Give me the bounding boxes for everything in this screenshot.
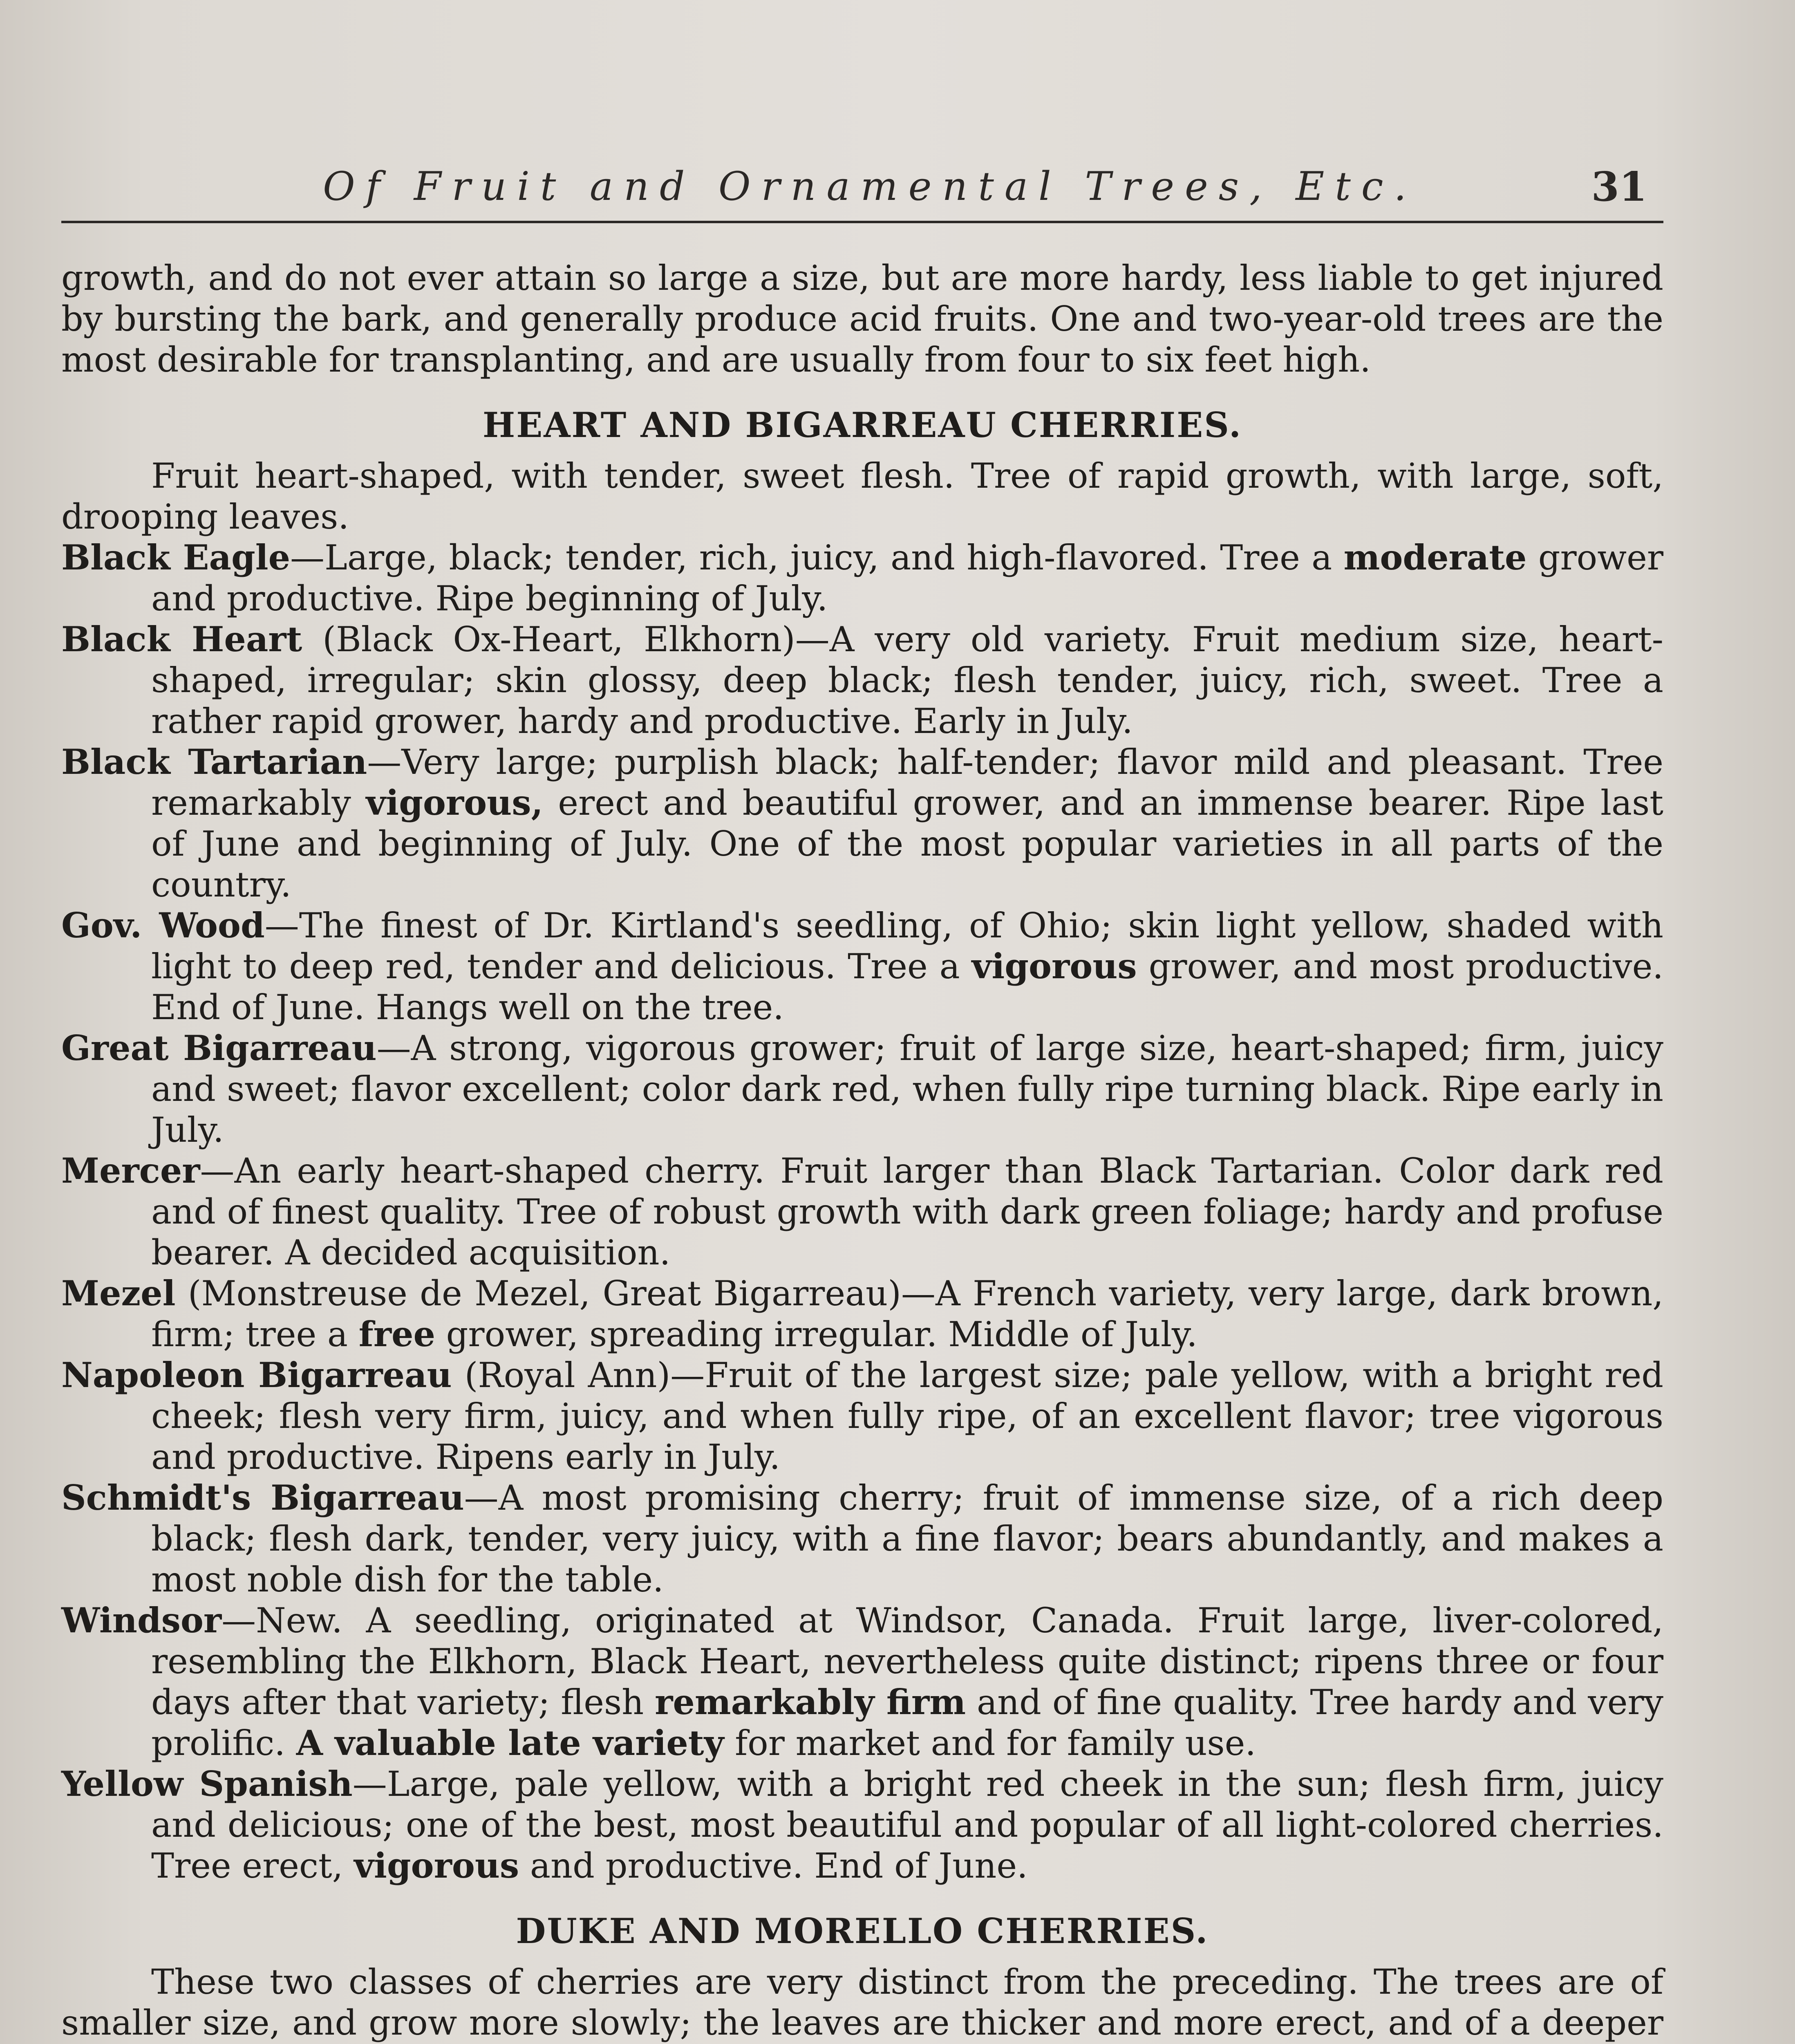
variety-entry [61,1764,1663,1886]
page-header [61,159,1663,223]
variety-emphasis: vigorous, [366,782,543,823]
variety-text: —A most promising cherry; fruit of immense size, of a rich deep black; flesh dark, tender, very juicy, with a fine flavor; bears abundantly, and makes a most noble dish for the table. [151,1478,1663,1600]
variety-emphasis: free [358,1314,435,1354]
running-title: Of Fruit and Ornamental Trees, Etc. [323,164,1417,209]
variety-text: for market and for family use. [724,1723,1256,1763]
variety-text: grower, spreading irregular. Middle of July. [435,1314,1197,1354]
variety-entry [61,1477,1663,1600]
variety-entry [61,742,1663,905]
variety-emphasis: remarkably firm [655,1682,966,1722]
variety-name: Mercer [61,1150,200,1191]
variety-emphasis: vigorous [354,1845,519,1886]
variety-entry [61,1600,1663,1764]
variety-name: Schmidt's Bigarreau [61,1477,464,1518]
section-paragraph: These two classes of cherries are very distinct from the preceding. The trees are of smaller size, and grow more slowly; the leaves are thicker and more erect, and of a deeper [61,1962,1663,2043]
section-heading-duke-morello: DUKE AND MORELLO CHERRIES. [516,1911,1209,1951]
variety-text: and of fine quality. Tree hardy and very prolific. [151,1682,1664,1763]
variety-name: Great Bigarreau [61,1028,377,1068]
variety-emphasis: vigorous [971,946,1137,986]
variety-name: Napoleon Bigarreau [61,1355,452,1395]
variety-text: —The finest of Dr. Kirtland's seedling, of Ohio; skin light yellow, shaded with light to deep red, tender and delicious. Tree a [151,905,1663,986]
variety-text: —An early heart-shaped cherry. Fruit larger than Black Tartarian. Color dark red and of finest quality. Tree of robust growth with dark green foliage; hardy and profuse bearer. A decided acquisition. [151,1151,1663,1273]
variety-entry [61,537,1663,619]
variety-text: grower, and most productive. End of June. Hangs well on the tree. [151,946,1663,1027]
variety-text: (Black Ox-Heart, Elkhorn)—A very old variety. Fruit medium size, heart-shaped, irregular; skin glossy, deep black; flesh tender, juicy, rich, sweet. Tree a rather rapid grower, hardy and productive. Early in July. [151,619,1663,741]
variety-emphasis: moderate [1343,537,1527,578]
variety-text: grower and productive. Ripe beginning of July. [151,538,1663,619]
variety-entry [61,1150,1663,1273]
variety-name: Windsor [61,1600,222,1641]
variety-entry [61,905,1663,1028]
variety-entry [61,619,1663,742]
section-heading-heart-bigarreau: HEART AND BIGARREAU CHERRIES. [482,405,1242,445]
variety-name: Black Tartarian [61,742,367,782]
intro-paragraph: growth, and do not ever attain so large a size, but are more hardy, less liable to get injured by bursting the bark, and generally produce acid fruits. One and two-year-old trees are the most desirable for transplanting, and are usually from four to six feet high. [61,258,1663,380]
variety-text: and productive. End of June. [519,1846,1028,1886]
variety-name: Black Heart [61,619,302,659]
variety-entry [61,1028,1663,1150]
variety-text: —Very large; purplish black; half-tender; flavor mild and pleasant. Tree remarkably [151,742,1663,823]
variety-name: Mezel [61,1273,176,1313]
variety-text: (Royal Ann)—Fruit of the largest size; pale yellow, with a bright red cheek; flesh very firm, juicy, and when fully ripe, of an excellent flavor; tree vigorous and productive. Ripens early in July. [151,1355,1663,1477]
section-intro: Fruit heart-shaped, with tender, sweet flesh. Tree of rapid growth, with large, soft, drooping leaves. [61,456,1663,537]
page-number: 31 [1591,164,1647,211]
variety-entry [61,1355,1663,1477]
variety-text: —A strong, vigorous grower; fruit of large size, heart-shaped; firm, juicy and sweet; flavor excellent; color dark red, when fully ripe turning black. Ripe early in July. [151,1028,1664,1150]
variety-emphasis: A valuable late variety [296,1723,724,1763]
variety-text: (Monstreuse de Mezel, Great Bigarreau)—A French variety, very large, dark brown, firm; tree a [151,1273,1663,1354]
variety-name: Black Eagle [61,537,291,578]
variety-text: —Large, black; tender, rich, juicy, and high-flavored. Tree a [290,538,1344,578]
page-body [61,258,1663,2044]
variety-text: —Large, pale yellow, with a bright red cheek in the sun; flesh firm, juicy and delicious; one of the best, most beautiful and popular of all light-colored cherries. Tree erect, [151,1764,1663,1886]
variety-name: Gov. Wood [61,905,265,946]
variety-text: —New. A seedling, originated at Windsor, Canada. Fruit large, liver-colored, resembling the Elkhorn, Black Heart, nevertheless quite distinct; ripens three or four days after that variety; flesh [151,1600,1663,1722]
variety-entry [61,1273,1663,1355]
variety-name: Yellow Spanish [61,1764,353,1804]
variety-text: erect and beautiful grower, and an immense bearer. Ripe last of June and beginning of July. One of the most popular varieties in all parts of the country. [151,783,1663,905]
